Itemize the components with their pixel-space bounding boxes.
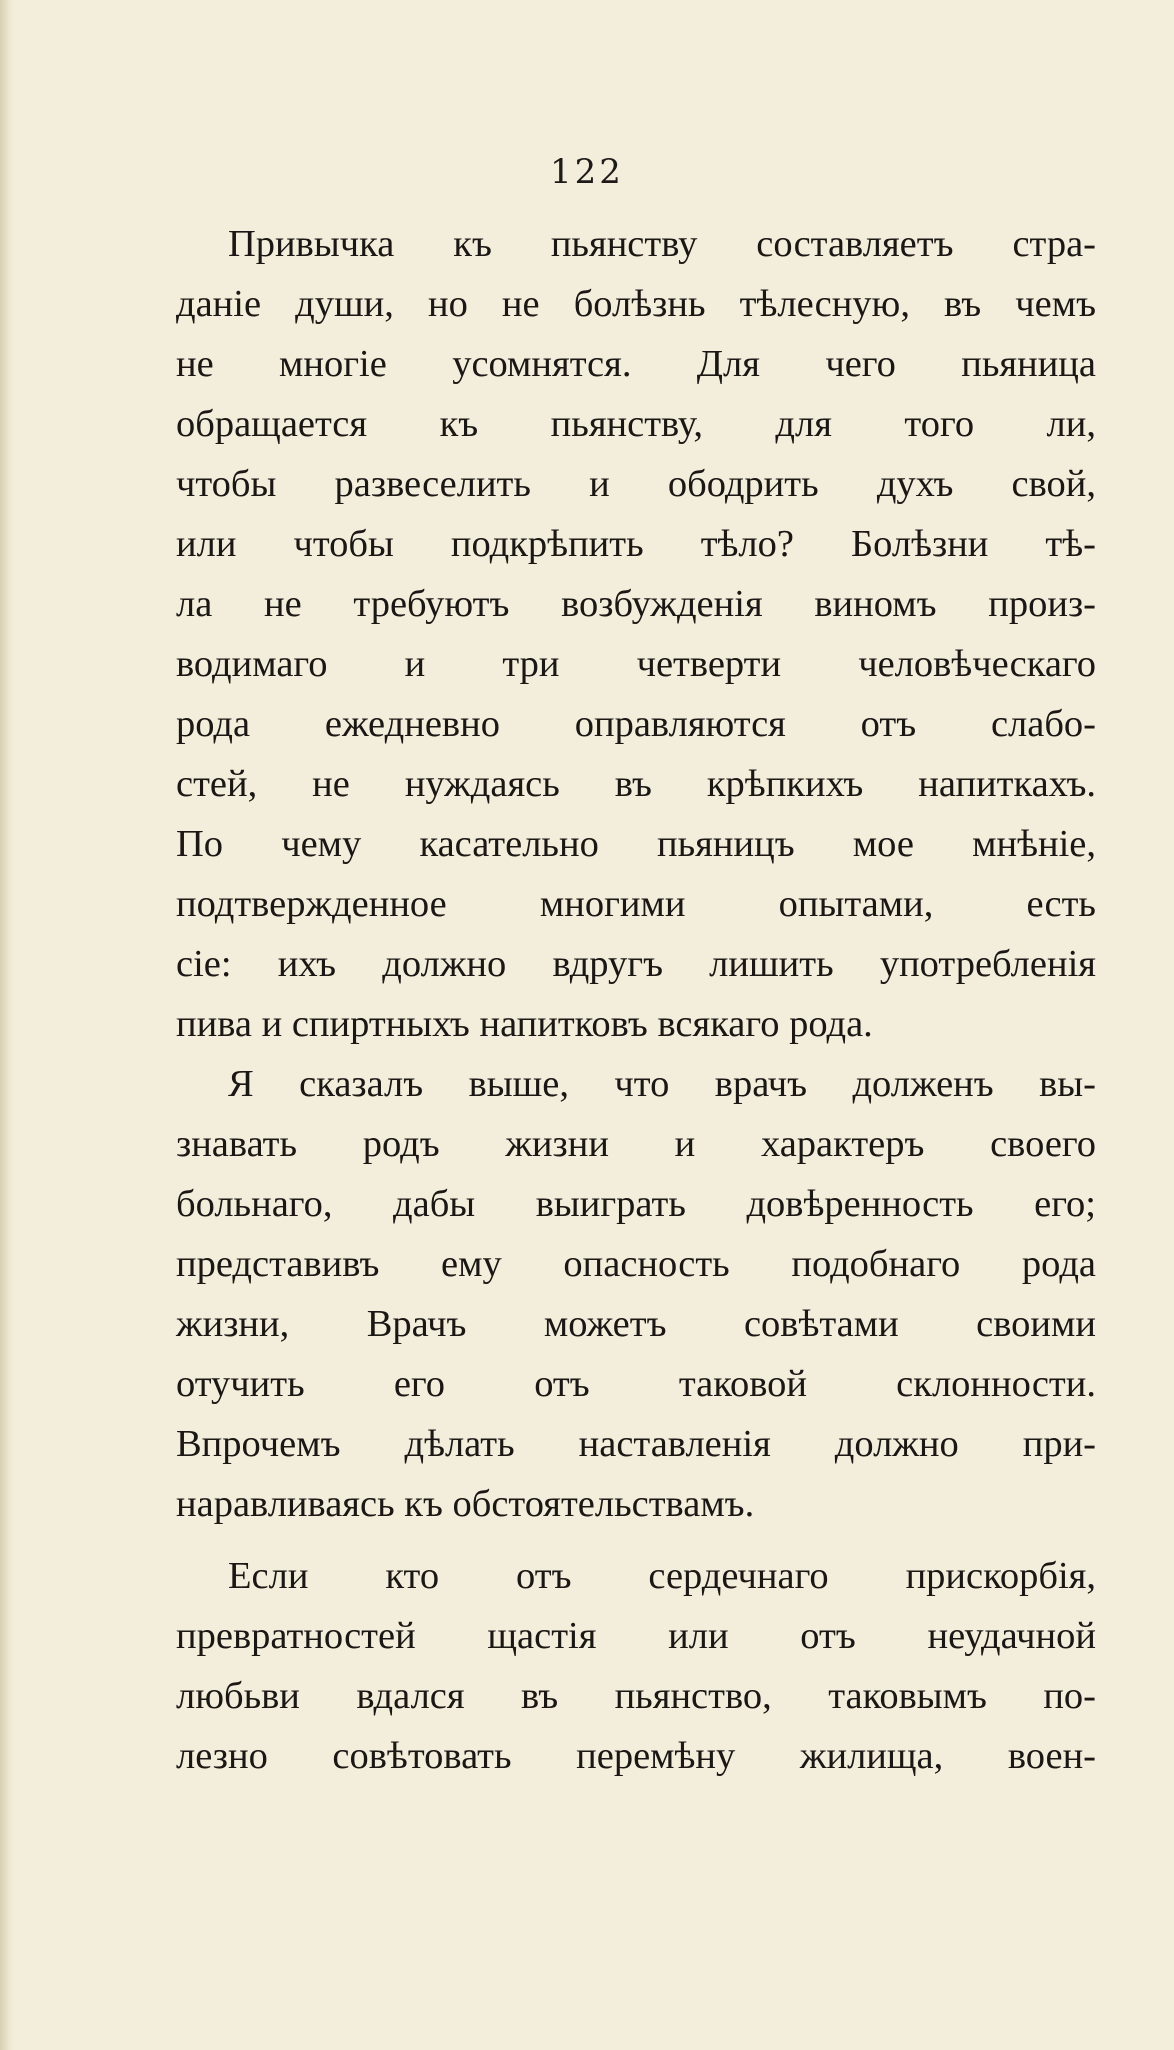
text-line: сіе: ихъ должно вдругъ лишить употребленія bbox=[176, 943, 1096, 985]
text-line: Если кто отъ сердечнаго прискорбія, bbox=[228, 1555, 1096, 1597]
text-line: даніе души, но не болѣзнь тѣлесную, въ чемъ bbox=[176, 283, 1096, 325]
text-line: любьви вдался въ пьянство, таковымъ по- bbox=[176, 1675, 1096, 1717]
text-line: превратностей щастія или отъ неудачной bbox=[176, 1615, 1096, 1657]
text-line: рода ежедневно оправляются отъ слабо- bbox=[176, 703, 1096, 745]
text-line: жизни, Врачъ можетъ совѣтами своими bbox=[176, 1303, 1096, 1345]
text-line: подтвержденное многими опытами, есть bbox=[176, 883, 1096, 925]
text-line: больнаго, дабы выиграть довѣренность его; bbox=[176, 1183, 1096, 1225]
text-line: пива и спиртныхъ напитковъ всякаго рода. bbox=[176, 1003, 873, 1045]
text-line: По чему касательно пьяницъ мое мнѣніе, bbox=[176, 823, 1096, 865]
page-gutter bbox=[0, 0, 14, 2050]
text-line: наравливаясь къ обстоятельствамъ. bbox=[176, 1483, 755, 1525]
text-line: чтобы развеселить и ободрить духъ свой, bbox=[176, 463, 1096, 505]
text-line: знавать родъ жизни и характеръ своего bbox=[176, 1123, 1096, 1165]
text-line: не многіе усомнятся. Для чего пьяница bbox=[176, 343, 1096, 385]
text-line: Я сказалъ выше, что врачъ долженъ вы- bbox=[228, 1063, 1096, 1105]
text-line: или чтобы подкрѣпить тѣло? Болѣзни тѣ- bbox=[176, 523, 1096, 565]
text-line: Впрочемъ дѣлать наставленія должно при- bbox=[176, 1423, 1096, 1465]
body-text bbox=[176, 214, 1096, 1786]
page-number: 122 bbox=[550, 152, 624, 192]
text-line: отучить его отъ таковой склонности. bbox=[176, 1363, 1096, 1405]
text-line: ла не требуютъ возбужденія виномъ произ- bbox=[176, 583, 1096, 625]
text-line: водимаго и три четверти человѣческаго bbox=[176, 643, 1096, 685]
text-line: обращается къ пьянству, для того ли, bbox=[176, 403, 1096, 445]
text-line: стей, не нуждаясь въ крѣпкихъ напиткахъ. bbox=[176, 763, 1096, 805]
text-line: лезно совѣтовать перемѣну жилища, воен- bbox=[176, 1735, 1096, 1777]
text-line: представивъ ему опасность подобнаго рода bbox=[176, 1243, 1096, 1285]
text-line: Привычка къ пьянству составляетъ стра- bbox=[228, 223, 1096, 265]
paragraph-gap bbox=[176, 1534, 1096, 1546]
